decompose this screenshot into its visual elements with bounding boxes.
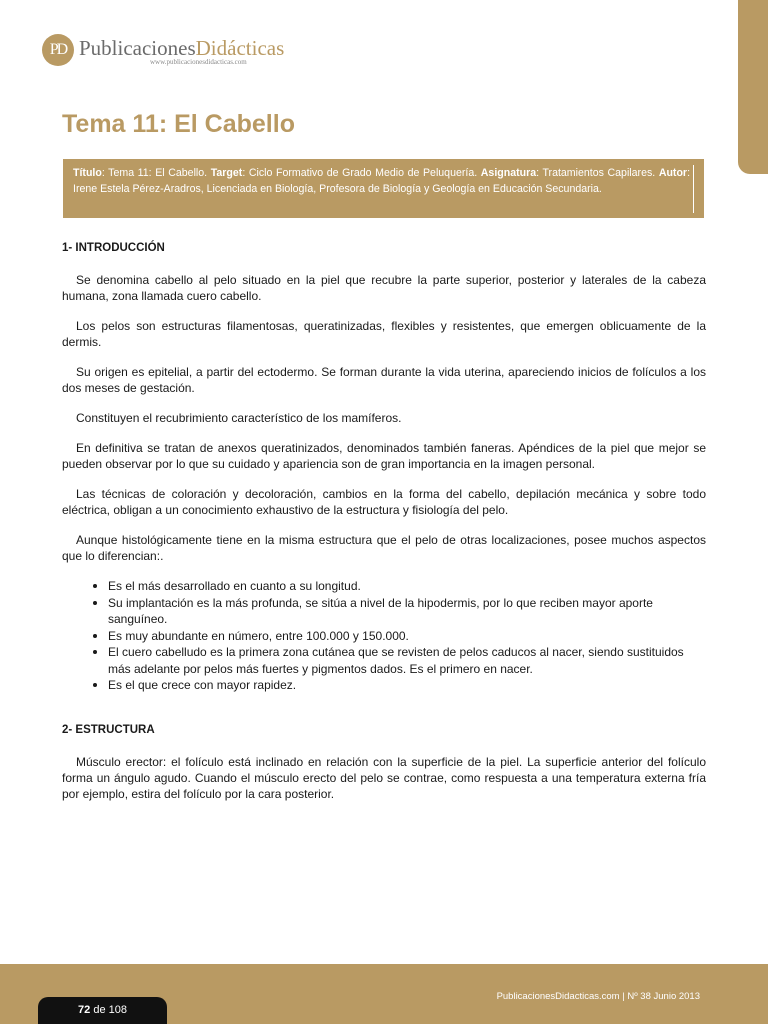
list-item: • Su implantación es la más profunda, se sitúa a nivel de la hipodermis, por lo que reciben mayor aporte sanguíneo. bbox=[108, 595, 706, 628]
paragraph: Constituyen el recubrimiento característico de los mamíferos. bbox=[76, 411, 402, 425]
paragraph: En definitiva se tratan de anexos queratinizados, denominados también faneras. Apéndices de la piel que mejor se pueden observar por lo que su cuidado y apariencia son de gran importancia en la imagen personal. bbox=[62, 441, 706, 471]
article-meta-text bbox=[73, 165, 694, 213]
list-item: • Es el que crece con mayor rapidez. bbox=[108, 677, 706, 694]
logo-text-part1: Publicaciones bbox=[79, 36, 196, 60]
paragraph: Los pelos son estructuras filamentosas, queratinizadas, flexibles y resistentes, que emergen oblicuamente de la dermis. bbox=[62, 319, 706, 349]
paragraph: Se denomina cabello al pelo situado en la piel que recubre la parte superior, posterior y laterales de la cabeza humana, zona llamada cuero cabello. bbox=[62, 273, 706, 303]
side-tab-decoration bbox=[738, 0, 768, 174]
differences-list bbox=[62, 578, 706, 694]
meta-target-label: Target bbox=[210, 167, 243, 179]
logo-url: www.publicacionesdidacticas.com bbox=[150, 58, 247, 66]
paragraph: Aunque histológicamente tiene en la misma estructura que el pelo de otras localizaciones, posee muchos aspectos que lo diferencian:. bbox=[62, 533, 706, 563]
meta-autor-value: : Irene Estela Pérez-Aradros, Licenciada en Biología, Profesora de Biología y Geología en Educación Secundaria. bbox=[73, 167, 691, 195]
page-total: de 108 bbox=[93, 1004, 127, 1016]
meta-target-value: : Ciclo Formativo de Grado Medio de Peluquería. bbox=[242, 167, 481, 179]
section-heading-estructura: 2- ESTRUCTURA bbox=[62, 723, 155, 736]
article-meta-box bbox=[63, 159, 704, 218]
meta-autor-label: Autor bbox=[658, 167, 688, 179]
page-number-tab bbox=[38, 997, 167, 1024]
logo-text-part2: Didácticas bbox=[195, 36, 285, 60]
meta-asignatura-label: Asignatura bbox=[480, 167, 537, 179]
paragraph: Músculo erector: el folículo está inclinado en relación con la superficie de la piel. La superficie anterior del folículo forma un ángulo agudo. Cuando el músculo erecto del pelo se contrae, como respuesta a una temperatura externa fría por ejemplo, estira del folículo por la cara posterior. bbox=[62, 754, 706, 801]
paragraph: Las técnicas de coloración y decoloración, cambios en la forma del cabello, depilación mecánica y sobre todo eléctrica, obligan a un conocimiento exhaustivo de la estructura y fisiología del pelo. bbox=[62, 487, 706, 517]
paragraph: Su origen es epitelial, a partir del ectodermo. Se forman durante la vida uterina, apareciendo inicios de folículos a los dos meses de gestación. bbox=[62, 365, 706, 395]
article-body bbox=[62, 242, 706, 816]
meta-titulo-value: : Tema 11: El Cabello. bbox=[101, 167, 211, 179]
footer-publication-info: PublicacionesDidacticas.com | Nº 38 Junio 2013 bbox=[496, 991, 700, 1002]
page-current: 72 bbox=[78, 1004, 91, 1016]
section-heading-introduccion: 1- INTRODUCCIÓN bbox=[62, 242, 165, 254]
list-item: • Es muy abundante en número, entre 100.000 y 150.000. bbox=[108, 628, 706, 645]
meta-asignatura-value: : Tratamientos Capilares. bbox=[536, 167, 659, 179]
page-title: Tema 11: El Cabello bbox=[62, 110, 295, 138]
meta-titulo-label: Título bbox=[73, 167, 102, 179]
list-item: • Es el más desarrollado en cuanto a su longitud. bbox=[108, 578, 706, 595]
list-item: • El cuero cabelludo es la primera zona cutánea que se revisten de pelos caducos al nacer, siendo sustituidos más adelante por pelos más fuertes y pigmentos dados. Es el primero en nacer. bbox=[108, 644, 706, 677]
logo-mark: PD bbox=[42, 34, 74, 66]
